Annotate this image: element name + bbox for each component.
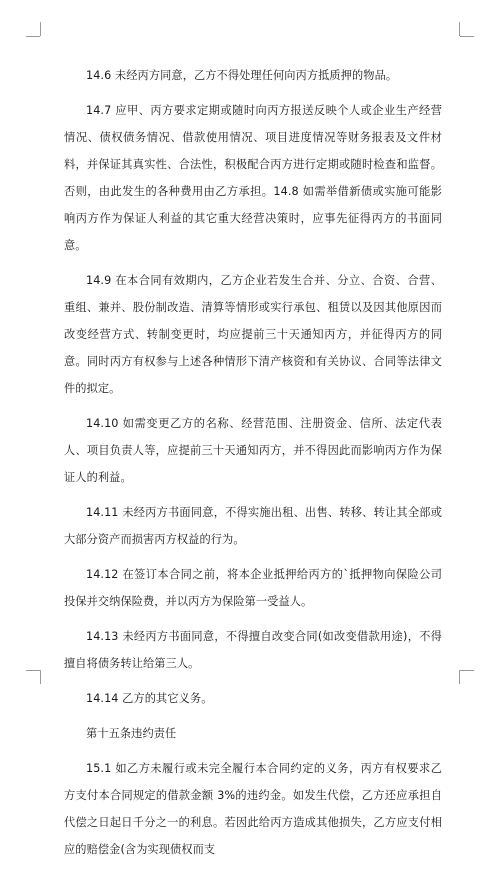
crop-mark-top-right-h (460, 36, 474, 37)
paragraph-14-7: 14.7 应甲、丙方要求定期或随时向丙方报送反映个人或企业生产经营情况、债权债务情况、借款使用情况、项目进度情况等财务报表及文件材料，并保证其真实性、合法性，积极配合丙方进行定期或随时检查和监督。否则，由此发生的各种费用由乙方承担。14.8 如需举借新债或实施可能影响丙方作为保证人利益的其它重大经营决策时，应事先征得丙方的书面同意。 (64, 104, 442, 252)
crop-mark-bottom-left-h (26, 670, 40, 671)
paragraph-14-9: 14.9 在本合同有效期内，乙方企业若发生合并、分立、合资、合营、重组、兼并、股份制改造、清算等情形或实行承包、租赁以及因其他原因而改变经营方式、转制变更时，均应提前三十天通知丙方，并征得丙方的同意。同时丙方有权参与上述各种情形下清产核资和有关协议、合同等法律文件的拟定。 (64, 274, 442, 395)
paragraph-14-6: 14.6 未经丙方同意，乙方不得处理任何向丙方抵质押的物品。 (86, 69, 398, 82)
crop-mark-bottom-left (40, 670, 41, 684)
paragraph-14-10: 14.10 如需变更乙方的名称、经营范围、注册资金、信所、法定代表人、项目负责人等，应提前三十天通知丙方，并不得因此而影响丙方作为保证人的利益。 (64, 417, 442, 484)
crop-mark-top-left (40, 22, 41, 36)
section-heading: 第十五条违约责任 (86, 727, 177, 740)
crop-mark-bottom-right-h (460, 670, 474, 671)
paragraph-14-13: 14.13 未经丙方书面同意，不得擅自改变合同(如改变借款用途)，不得擅自将债务转让给第三人。 (64, 630, 442, 670)
paragraph-14-11: 14.11 未经丙方书面同意，不得实施出租、出售、转移、转让其全部或大部分资产而损害丙方权益的行为。 (64, 506, 442, 546)
paragraph-15-1: 15.1 如乙方未履行或未完全履行本合同约定的义务，丙方有权要求乙方支付本合同规定的借款金额 3%的违约金。如发生代偿，乙方还应承担自代偿之日起日千分之一的利息。若因此给丙方造成其他损失，乙方应支付相应的赔偿金(含为实现债权而支 (64, 762, 442, 856)
document-body (64, 62, 442, 871)
crop-mark-top-left-h (26, 36, 40, 37)
crop-mark-bottom-right (459, 670, 460, 684)
crop-mark-top-right (459, 22, 460, 36)
paragraph-14-12: 14.12 在签订本合同之前，将本企业抵押给丙方的`抵押物向保险公司投保并交纳保险费，并以丙方为保险第一受益人。 (64, 568, 442, 608)
paragraph-14-14: 14.14 乙方的其它义务。 (86, 692, 213, 705)
